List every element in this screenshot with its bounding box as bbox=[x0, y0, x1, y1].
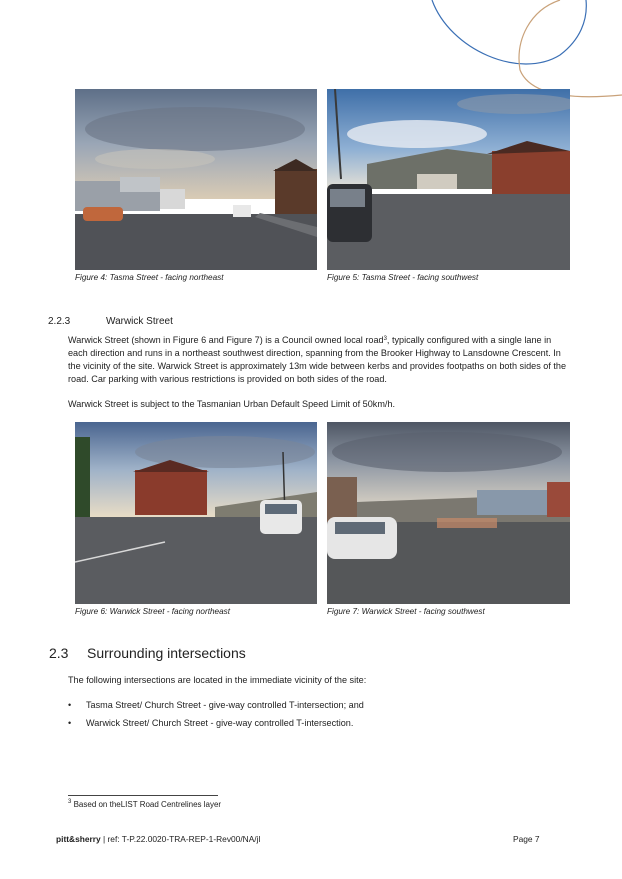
section-heading: Warwick Street bbox=[106, 316, 173, 327]
figure-7-caption: Figure 7: Warwick Street - facing southwest bbox=[327, 607, 485, 616]
figure-6-caption: Figure 6: Warwick Street - facing northeast bbox=[75, 607, 231, 616]
intersections-intro: The following intersections are located in the immediate vicinity of the site: bbox=[68, 675, 367, 685]
page-number: Page 7 bbox=[513, 834, 540, 844]
figure-5-caption: Figure 5: Tasma Street - facing southwest bbox=[327, 273, 479, 282]
figure-5-photo bbox=[327, 89, 570, 270]
footer-reference: pitt&sherry | ref: T-P.22.0020-TRA-REP-1-Rev00/NA/jl bbox=[56, 834, 261, 844]
figure-7-photo bbox=[327, 422, 570, 604]
section-2-3-number: 2.3 bbox=[49, 645, 69, 661]
footnote: $^3$ Based on theLIST Road Centrelines layer bbox=[68, 799, 222, 809]
bullet-icon: • bbox=[68, 718, 72, 728]
figure-6-photo bbox=[75, 422, 317, 604]
list-item: • Tasma Street/ Church Street - give-way controlled T-intersection; and bbox=[68, 700, 364, 710]
footnote-separator bbox=[68, 795, 218, 796]
speed-limit-paragraph: Warwick Street is subject to the Tasmanian Urban Default Speed Limit of 50km/h. bbox=[68, 399, 396, 409]
bullet-icon: • bbox=[68, 700, 72, 710]
section-2-3-heading: Surrounding intersections bbox=[87, 645, 246, 661]
figure-4-caption: Figure 4: Tasma Street - facing northeast bbox=[75, 273, 224, 282]
section-number: 2.2.3 bbox=[48, 316, 71, 327]
warwick-paragraph: Warwick Street (shown in Figure 6 and Figure 7) is a Council owned local road$^3$, typically configured with a single lane in each direction and runs in a northeast southwest direction, spanning from the Brooker Highway to Lansdowne Crescent. In the vicinity of the site. Warwick Street is approximately 13m wide between kerbs and provides footpaths on both sides of the road. Car parking with various restrictions is provided on both sides of the road. bbox=[68, 335, 567, 384]
figure-4-photo bbox=[75, 89, 317, 270]
list-item: • Warwick Street/ Church Street - give-way controlled T-intersection. bbox=[68, 718, 354, 728]
